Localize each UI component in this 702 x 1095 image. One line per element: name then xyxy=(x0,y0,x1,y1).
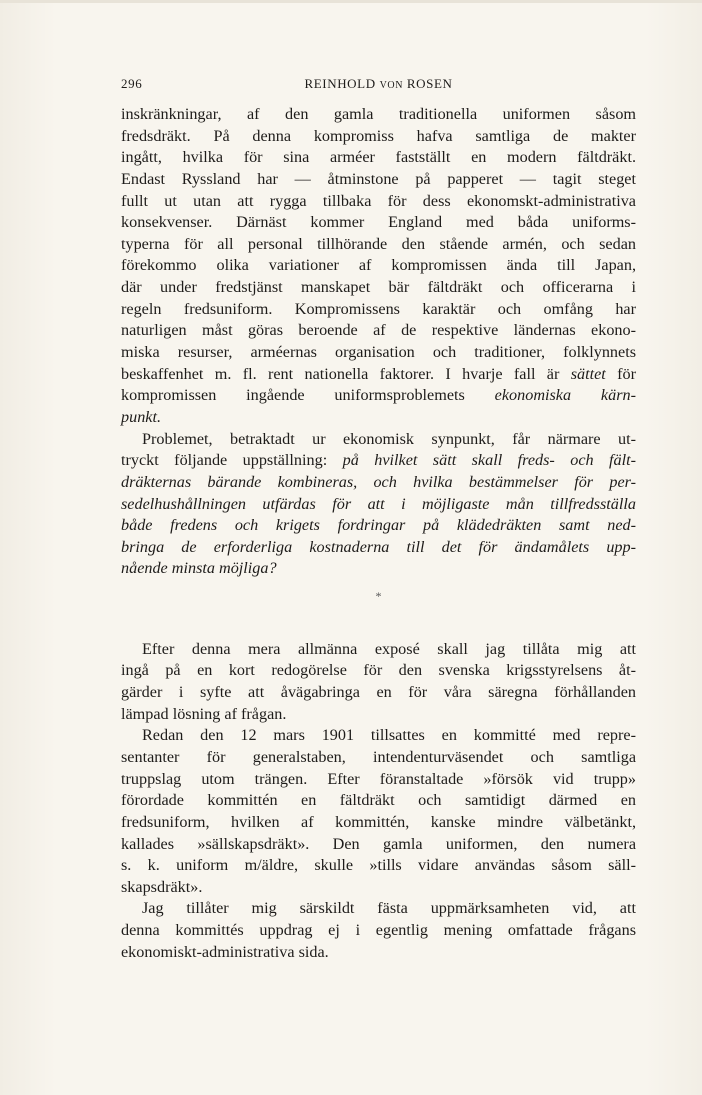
text-line: fullt ut utan att rygga tillbaka för dess ekonomskt-administrativa xyxy=(121,191,636,210)
text-line: denna kommittés uppdrag ej i egentlig mening omfattade frågans xyxy=(121,921,636,940)
text-line: Endast Ryssland har — åtminstone på papperet — tagit steget xyxy=(121,169,636,188)
text-line: kallades »sällskapsdräkt». Den gamla uniformen, den numera xyxy=(121,834,636,853)
text-line: lämpad lösning af frågan. xyxy=(121,704,287,723)
text-line xyxy=(121,450,636,472)
text-line: konsekvenser. Därnäst kommer England med båda uniforms- xyxy=(121,213,636,232)
text-run: beskaffenhet m. fl. rent nationella faktorer. I hvarje fall är xyxy=(121,364,571,383)
text-line: naturligen måst göras beroende af de respektive ländernas ekono- xyxy=(121,321,636,340)
text-line: fredsuniform, hvilken af kommittén, kanske mindre välbetänkt, xyxy=(121,812,636,831)
text-line xyxy=(121,407,636,429)
text-line: typerna för all personal tillhörande den stående armén, och sedan xyxy=(121,234,636,253)
italic-run: på hvilket sätt skall freds- och fält- xyxy=(342,451,636,470)
text-line: Jag tillåter mig särskildt fästa uppmärksamheten vid, att xyxy=(142,899,636,918)
running-head xyxy=(121,76,636,92)
text-line: Redan den 12 mars 1901 tillsattes en kommitté med repre- xyxy=(142,726,636,745)
text-line: skapsdräkt». xyxy=(121,877,203,896)
author-particle: VON xyxy=(379,80,404,91)
text-line: inskränkningar, af den gamla traditionella uniformen såsom xyxy=(121,105,636,123)
italic-run: både fredens och krigets fordringar på klädedräkten samt ned- xyxy=(121,516,636,535)
text-line xyxy=(121,472,636,494)
text-line xyxy=(121,364,636,386)
text-line xyxy=(121,558,636,580)
text-line xyxy=(121,385,636,407)
text-line xyxy=(121,537,636,559)
italic-run: sättet xyxy=(570,364,606,383)
text-line: ekonomiskt-administrativa sida. xyxy=(121,942,329,961)
text-line: förordade kommittén en fältdräkt och samtidigt därmed en xyxy=(121,791,636,810)
text-line: sentanter för generalstaben, intendenturväsendet och samtliga xyxy=(121,747,636,766)
text-line: regeln fredsuniform. Kompromissens karaktär och omfång har xyxy=(121,299,636,318)
italic-run: punkt. xyxy=(121,407,162,426)
text-run: kompromissen ingående uniformsproblemets xyxy=(121,386,495,405)
text-line: där under fredstjänst manskapet bär fältdräkt och officerarna i xyxy=(121,278,636,297)
author-last-name: ROSEN xyxy=(406,76,453,91)
text-line xyxy=(121,515,636,537)
text-line: miska resurser, arméernas organisation och traditioner, folklynnets xyxy=(121,343,636,362)
italic-run: bringa de erforderliga kostnaderna till det för ändamålets upp- xyxy=(121,537,636,556)
text-run: tryckt följande uppställning: xyxy=(121,451,343,470)
page-top-edge xyxy=(0,0,702,3)
text-line: förekommo olika variationer af kompromissen ända till Japan, xyxy=(121,256,636,275)
text-line: Problemet, betraktadt ur ekonomisk synpunkt, får närmare ut- xyxy=(142,429,636,448)
text-line: gärder i syfte att åvägabringa en för våra säregna förhållanden xyxy=(121,683,636,702)
text-line: s. k. uniform m/äldre, skulle »tills vidare användas såsom säll- xyxy=(121,856,636,875)
italic-run: sedelhushållningen utfärdas för att i möjligaste mån tillfredsställa xyxy=(121,494,636,513)
page-number: 296 xyxy=(121,76,143,91)
text-line: truppslag utom trängen. Efter föranstaltade »försök vid trupp» xyxy=(121,769,636,788)
text-line: ingå på en kort redogörelse för den svenska krigsstyrelsens åt- xyxy=(121,661,636,680)
text-line: Efter denna mera allmänna exposé skall jag tillåta mig att xyxy=(142,639,636,658)
body-text xyxy=(121,104,636,963)
section-gap xyxy=(121,608,636,639)
section-separator: * xyxy=(375,589,382,604)
author-first-name: REINHOLD xyxy=(304,76,376,91)
italic-run: ekonomiska kärn- xyxy=(494,386,636,405)
italic-run: dräkternas bärande kombineras, och hvilka bestämmelser för per- xyxy=(121,472,636,491)
text-line: fredsdräkt. På denna kompromiss hafva samtliga de makter xyxy=(121,126,636,145)
text-line: ingått, hvilka för sina arméer fastställt en modern fältdräkt. xyxy=(121,148,636,167)
page-header xyxy=(121,76,636,94)
text-run: för xyxy=(605,364,637,383)
text-line xyxy=(121,494,636,516)
italic-run: nående minsta möjliga? xyxy=(121,559,277,578)
